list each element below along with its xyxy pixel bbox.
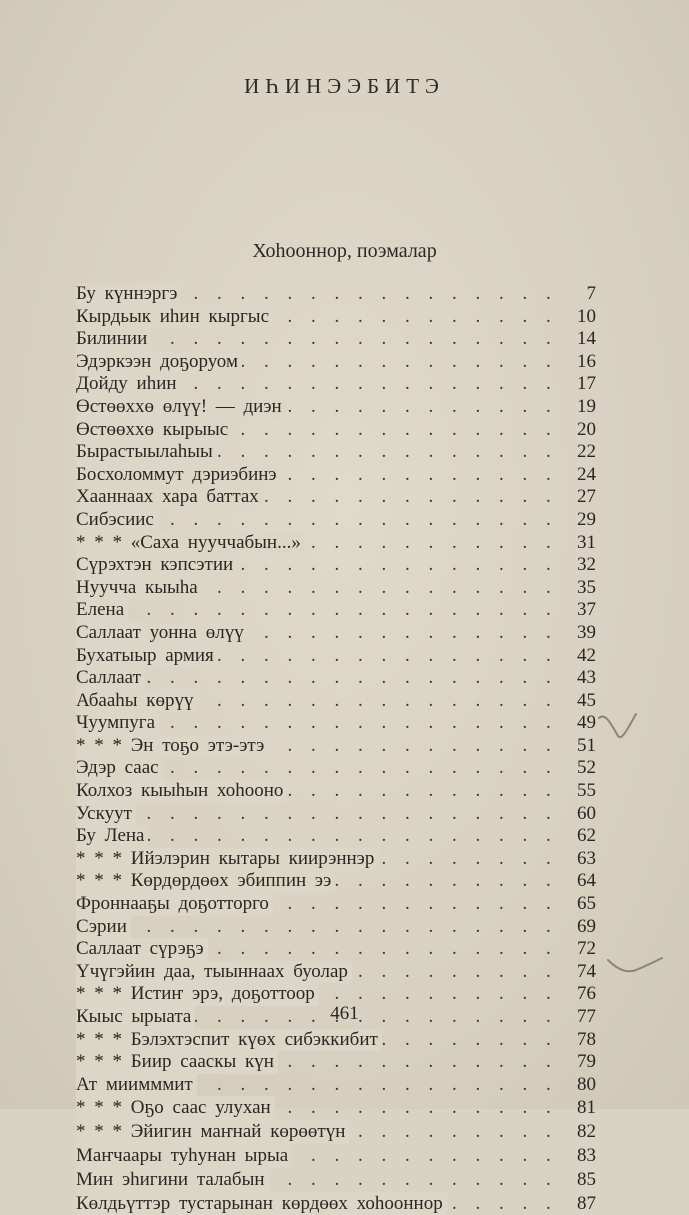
toc-entry bbox=[76, 1096, 596, 1120]
toc-entry bbox=[76, 1168, 596, 1192]
toc-entry-title: * * * Истиҥ эрэ, доҕоттоор bbox=[76, 983, 319, 1006]
toc-entry-page: 32 bbox=[577, 554, 596, 576]
toc-entry-page: 81 bbox=[577, 1097, 596, 1119]
toc-entry-title: Елена bbox=[76, 599, 128, 622]
pencil-mark-icon bbox=[596, 706, 646, 746]
toc-entry bbox=[76, 712, 596, 735]
toc-entry-title: Саллаат уонна өлүү bbox=[76, 622, 248, 645]
toc-entry-title: Бу Лена bbox=[76, 825, 148, 848]
toc-entry-title: Өстөөххө өлүү! — диэн bbox=[76, 396, 286, 419]
toc-entry bbox=[76, 396, 596, 419]
toc-entry-page: 35 bbox=[577, 576, 596, 598]
toc-entry-title: Бырастыылаһыы bbox=[76, 441, 217, 464]
toc-entry-title: Билинии bbox=[76, 328, 151, 351]
toc-entry-title: Эдэркээн доҕоруом bbox=[76, 351, 242, 374]
toc-entry-title: * * * Көрдөрдөөх эбиппин ээ bbox=[76, 870, 335, 893]
toc-entry-page: 52 bbox=[577, 757, 596, 779]
toc-entry bbox=[76, 486, 596, 509]
toc-entry-page: 80 bbox=[577, 1073, 596, 1095]
toc-entry-page: 63 bbox=[577, 847, 596, 869]
toc-entry-title: Бухатыыр армия bbox=[76, 645, 218, 668]
toc-entry-page: 29 bbox=[577, 508, 596, 530]
toc-entry-title: Көлдьүттэр тустарынан көрдөөх хоһооннор bbox=[76, 1192, 447, 1215]
toc-entry-page: 76 bbox=[577, 983, 596, 1005]
toc-entry-page: 7 bbox=[586, 283, 596, 304]
toc-entry-page: 78 bbox=[577, 1028, 596, 1050]
toc-entry-page: 62 bbox=[577, 825, 596, 847]
toc-entry-page: 64 bbox=[577, 870, 596, 892]
toc-entry bbox=[76, 419, 596, 442]
toc-entry bbox=[76, 645, 596, 668]
toc-entry bbox=[76, 532, 596, 555]
toc-entry-title: Саллаат bbox=[76, 667, 145, 690]
toc-entry-title: Сэрии bbox=[76, 916, 131, 939]
toc-entry-title: Маҥчаары туһунан ырыа bbox=[76, 1144, 292, 1168]
leader-dots bbox=[76, 916, 566, 939]
toc-entry-page: 82 bbox=[577, 1121, 596, 1143]
toc-entry bbox=[76, 848, 596, 871]
toc-entry-page: 55 bbox=[577, 780, 596, 802]
toc-entry-page: 87 bbox=[577, 1192, 596, 1214]
toc-entry-title: Фроннааҕы доҕотторго bbox=[76, 893, 273, 916]
toc-entry-title: Нуучча кыыһа bbox=[76, 577, 202, 600]
toc-entry bbox=[76, 306, 596, 329]
toc-entry-title: Чуумпуга bbox=[76, 712, 159, 735]
toc-entry bbox=[76, 667, 596, 690]
toc-entry-title: * * * Оҕо саас улухан bbox=[76, 1096, 275, 1120]
toc-entry-page: 60 bbox=[577, 802, 596, 824]
page-number: 461 bbox=[330, 1003, 359, 1024]
toc-entry-title: Кыыс ырыата bbox=[76, 1006, 195, 1029]
leader-dots bbox=[76, 667, 566, 690]
toc-entry-page: 69 bbox=[577, 915, 596, 937]
toc-entry-page: 45 bbox=[577, 689, 596, 711]
toc-entry bbox=[76, 1120, 596, 1144]
toc-entry bbox=[76, 1051, 596, 1074]
toc-entry-title: * * * Ийэлэрин кытары киирэннэр bbox=[76, 848, 378, 871]
toc-entry bbox=[76, 464, 596, 487]
section-title: Хоһооннор, поэмалар bbox=[252, 240, 437, 262]
toc-entry bbox=[76, 870, 596, 893]
toc-entry-title: Кырдьык иһин кыргыс bbox=[76, 306, 273, 329]
page-heading: ИҺИНЭЭБИТЭ bbox=[244, 74, 445, 98]
toc-entry-title: Босхоломмут дэриэбинэ bbox=[76, 464, 281, 487]
toc-entry-title: * * * Биир сааскы күн bbox=[76, 1051, 278, 1074]
leader-dots bbox=[76, 825, 566, 848]
toc-entry-title: Хааннаах хара баттах bbox=[76, 486, 263, 509]
toc-entry bbox=[76, 283, 596, 306]
toc-entry-page: 24 bbox=[577, 463, 596, 485]
toc-entry-title: * * * «Саха нууччабын...» bbox=[76, 532, 305, 555]
toc-entry bbox=[76, 373, 596, 396]
toc-entry-page: 10 bbox=[577, 305, 596, 327]
toc-entry-title: Сүрэхтэн кэпсэтии bbox=[76, 554, 237, 577]
toc-entry bbox=[76, 577, 596, 600]
leader-dots bbox=[76, 803, 566, 826]
toc-entry-page: 14 bbox=[577, 328, 596, 350]
toc-entry-page: 49 bbox=[577, 712, 596, 734]
toc-entry-title: Эдэр саас bbox=[76, 757, 163, 780]
toc-entry bbox=[76, 328, 596, 351]
toc-entry-page: 20 bbox=[577, 418, 596, 440]
toc-entry-page: 77 bbox=[577, 1006, 596, 1027]
toc-entry-page: 16 bbox=[577, 350, 596, 372]
toc-entry-page: 83 bbox=[577, 1144, 596, 1166]
toc-entry-title: Абааһы көрүү bbox=[76, 690, 198, 713]
toc-entry bbox=[76, 622, 596, 645]
toc-entry-title: Сибэсиис bbox=[76, 509, 158, 532]
toc-entry-page: 17 bbox=[577, 373, 596, 395]
toc-entry bbox=[76, 1192, 596, 1215]
toc-entry bbox=[76, 441, 596, 464]
toc-entry-page: 42 bbox=[577, 644, 596, 666]
toc-entry bbox=[76, 554, 596, 577]
toc-entry-title: Ат миимммит bbox=[76, 1074, 197, 1097]
toc-entry bbox=[76, 780, 596, 803]
toc-entry-page: 79 bbox=[577, 1051, 596, 1073]
toc-entry bbox=[76, 961, 596, 984]
toc-entry bbox=[76, 351, 596, 374]
toc-entry bbox=[76, 757, 596, 780]
toc-entry-page: 65 bbox=[577, 893, 596, 915]
toc-entry-title: Ускуут bbox=[76, 803, 136, 826]
toc-entry-page: 27 bbox=[577, 486, 596, 508]
pencil-tick-icon bbox=[604, 952, 666, 982]
toc-entry bbox=[76, 509, 596, 532]
toc-entry-page: 72 bbox=[577, 938, 596, 960]
toc-entry-page: 39 bbox=[577, 621, 596, 643]
toc-entry bbox=[76, 1029, 596, 1052]
toc-entry bbox=[76, 1144, 596, 1168]
toc-entry-title: * * * Эйигин маҥнай көрөөтүн bbox=[76, 1120, 349, 1144]
toc-entry bbox=[76, 1074, 596, 1097]
toc-entry-title: Колхоз кыыһын хоһооно bbox=[76, 780, 287, 803]
toc-entry-title: Өстөөххө кырыыс bbox=[76, 419, 232, 442]
toc-entry-page: 19 bbox=[577, 395, 596, 417]
toc-entry bbox=[76, 690, 596, 713]
toc-entry bbox=[76, 599, 596, 622]
toc-entry-title: * * * Бэлэхтэспит күөх сибэккибит bbox=[76, 1029, 382, 1052]
toc-entry bbox=[76, 825, 596, 848]
toc-entry bbox=[76, 938, 596, 961]
toc-entry-title: Мин эһигини талабын bbox=[76, 1168, 269, 1192]
toc-entry-title: Бу күннэргэ bbox=[76, 283, 181, 306]
toc-entry bbox=[76, 893, 596, 916]
toc-entry bbox=[76, 735, 596, 758]
toc-entry-page: 22 bbox=[577, 441, 596, 463]
leader-dots bbox=[76, 599, 566, 622]
toc-entry-page: 74 bbox=[577, 960, 596, 982]
toc-entry-title: * * * Эн тоҕо этэ-этэ bbox=[76, 735, 268, 758]
toc-entry-page: 31 bbox=[577, 531, 596, 553]
toc-entry-page: 85 bbox=[577, 1168, 596, 1190]
table-of-contents bbox=[76, 283, 596, 1215]
toc-entry-page: 43 bbox=[577, 667, 596, 689]
toc-entry-title: Саллаат сүрэҕэ bbox=[76, 938, 208, 961]
toc-entry-page: 37 bbox=[577, 599, 596, 621]
toc-entry bbox=[76, 916, 596, 939]
toc-entry bbox=[76, 803, 596, 826]
toc-entry-page: 51 bbox=[577, 734, 596, 756]
toc-entry-title: Дойду иһин bbox=[76, 373, 181, 396]
toc-entry-title: Үчүгэйин даа, тыыннаах буолар bbox=[76, 961, 352, 984]
